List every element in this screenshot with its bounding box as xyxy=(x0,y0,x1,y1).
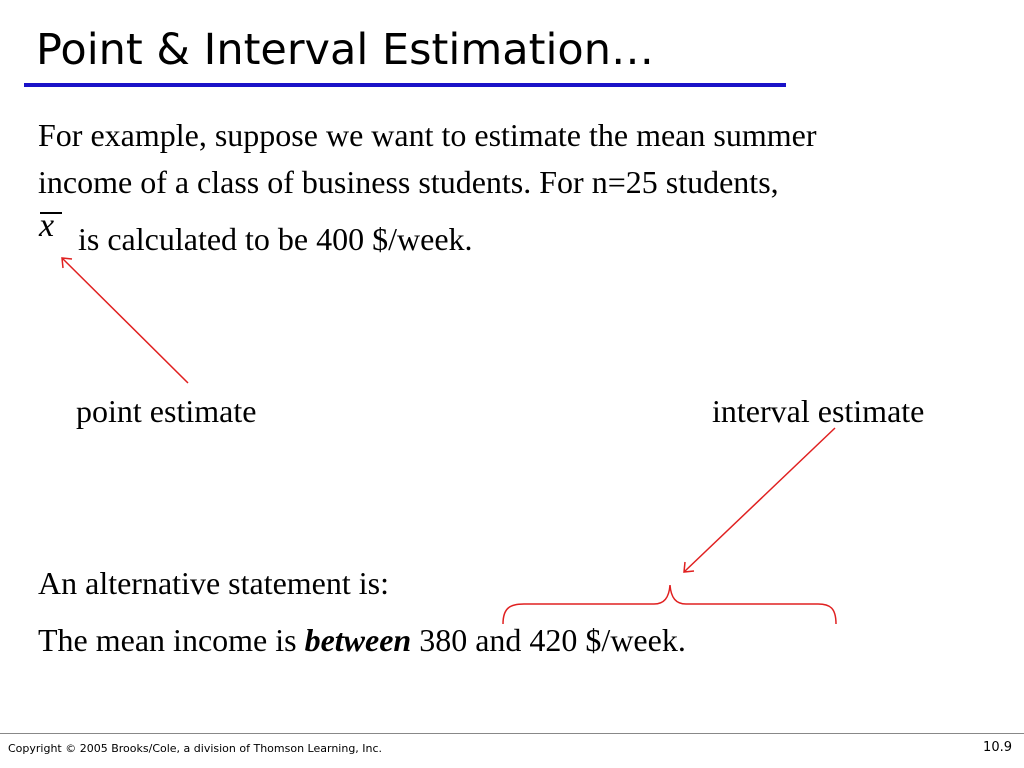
point-estimate-label: point estimate xyxy=(76,393,257,429)
alternative-suffix: 380 and 420 $/week. xyxy=(411,622,686,658)
body-line-3: is calculated to be 400 $/week. xyxy=(78,221,473,257)
interval-brace xyxy=(503,585,836,624)
footer-divider xyxy=(0,733,1024,734)
point-estimate-arrow xyxy=(62,258,188,383)
body-line-2: income of a class of business students. For n=25 students, xyxy=(38,164,779,200)
interval-estimate-label: interval estimate xyxy=(712,393,925,429)
alternative-prefix: The mean income is xyxy=(38,622,305,658)
page-number: 10.9 xyxy=(983,740,1012,755)
body-line-1: For example, suppose we want to estimate the mean summer xyxy=(38,117,817,153)
interval-estimate-arrow xyxy=(684,428,835,572)
between-emphasis: between xyxy=(304,622,412,658)
alternative-intro: An alternative statement is: xyxy=(38,565,389,601)
x-bar-letter: x xyxy=(39,207,55,244)
copyright-notice: Copyright © 2005 Brooks/Cole, a division of Thomson Learning, Inc. xyxy=(8,742,383,755)
slide-title: Point & Interval Estimation… xyxy=(36,25,654,75)
